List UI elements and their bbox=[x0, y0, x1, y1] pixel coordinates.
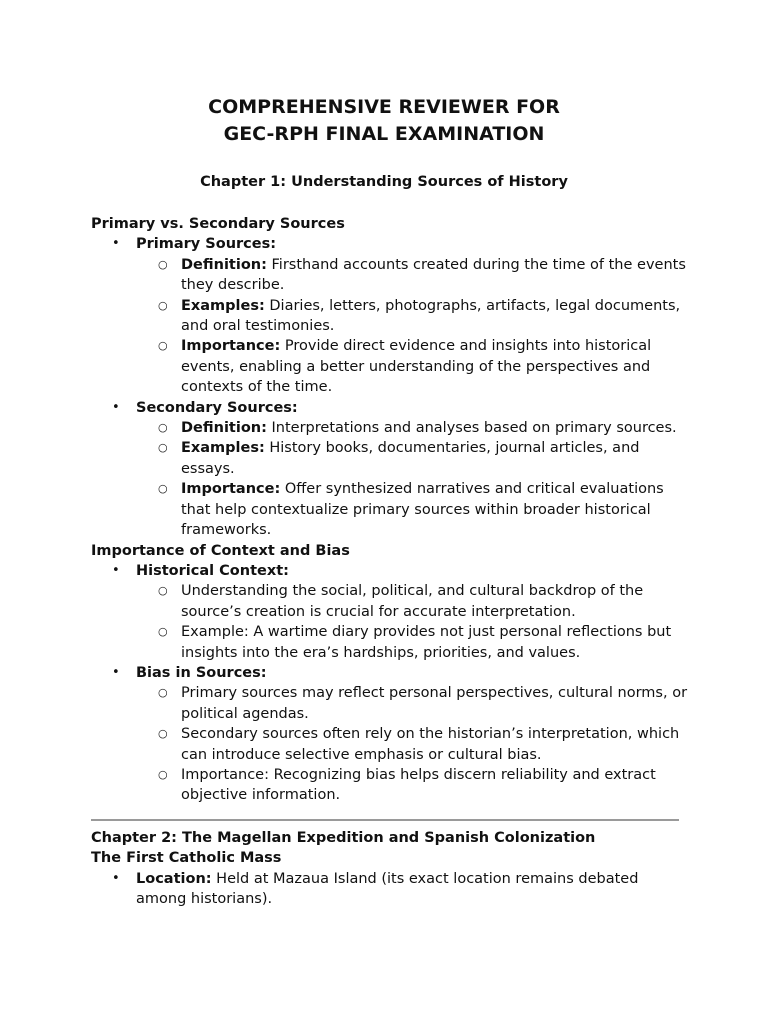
list-item-label: Location: bbox=[136, 870, 212, 887]
sub-item-text: Example: A wartime diary provides not just personal reflections but insights into the era’s hardships, priorities, and values. bbox=[181, 624, 672, 661]
chapter-2-heading: Chapter 2: The Magellan Expedition and Spanish Colonization bbox=[91, 829, 596, 846]
horizontal-divider bbox=[91, 819, 679, 821]
sub-item bbox=[91, 581, 691, 622]
sub-item-lead: Importance: bbox=[181, 338, 281, 355]
bullet-icon: • bbox=[112, 236, 120, 252]
list-item-label: Bias in Sources: bbox=[136, 664, 267, 681]
sub-item-text: Secondary sources often rely on the historian’s interpretation, which can introduce selective emphasis or cultural bias. bbox=[181, 726, 680, 763]
section-heading-first-mass: The First Catholic Mass bbox=[91, 850, 282, 867]
list-item-historical-context bbox=[91, 561, 691, 581]
sub-item-text: Provide direct evidence and insights into historical events, enabling a better understanding of the perspectives and contexts of the time. bbox=[181, 338, 652, 396]
sub-item-text: History books, documentaries, journal articles, and essays. bbox=[181, 440, 640, 477]
list-item-label: Primary Sources: bbox=[136, 236, 277, 253]
section-heading-primary-secondary: Primary vs. Secondary Sources bbox=[91, 216, 345, 232]
circle-bullet-icon: ○ bbox=[158, 482, 168, 496]
sub-item-importance bbox=[91, 336, 691, 397]
section-heading-context-bias: Importance of Context and Bias bbox=[91, 542, 350, 559]
list-item-label: Secondary Sources: bbox=[136, 399, 298, 416]
sub-item bbox=[91, 683, 691, 724]
sub-item-lead: Examples: bbox=[181, 440, 265, 457]
sub-item-text: Primary sources may reflect personal perspectives, cultural norms, or political agendas. bbox=[181, 685, 688, 722]
sub-item-text: Offer synthesized narratives and critical evaluations that help contextualize primary sources within broader historical frameworks. bbox=[181, 481, 664, 539]
circle-bullet-icon: ○ bbox=[158, 441, 168, 455]
circle-bullet-icon: ○ bbox=[158, 767, 168, 781]
sub-item bbox=[91, 765, 691, 806]
document-title bbox=[0, 94, 768, 148]
bullet-icon: • bbox=[112, 870, 120, 886]
circle-bullet-icon: ○ bbox=[158, 257, 168, 271]
title-line-2: GEC-RPH FINAL EXAMINATION bbox=[223, 123, 545, 145]
sub-item bbox=[91, 622, 691, 663]
sub-item-text: Firsthand accounts created during the time of the events they describe. bbox=[181, 256, 686, 294]
sub-item-lead: Definition: bbox=[181, 420, 267, 437]
list-item-secondary-sources bbox=[91, 398, 691, 418]
list-item-location bbox=[91, 869, 691, 910]
title-line-1: COMPREHENSIVE REVIEWER FOR bbox=[208, 96, 560, 118]
sub-item-definition bbox=[91, 255, 691, 296]
circle-bullet-icon: ○ bbox=[158, 625, 168, 639]
circle-bullet-icon: ○ bbox=[158, 339, 168, 353]
sub-item-text: Diaries, letters, photographs, artifacts, legal documents, and oral testimonies. bbox=[181, 297, 681, 335]
list-item-text: Held at Mazaua Island (its exact location remains debated among historians). bbox=[136, 870, 639, 907]
sub-item-importance bbox=[91, 479, 691, 540]
circle-bullet-icon: ○ bbox=[158, 686, 168, 700]
bullet-icon: • bbox=[112, 399, 120, 415]
sub-item-examples bbox=[91, 438, 691, 479]
sub-item bbox=[91, 724, 691, 765]
sub-item-lead: Examples: bbox=[181, 297, 265, 314]
sub-item-lead: Definition: bbox=[181, 256, 267, 273]
chapter-1-heading: Chapter 1: Understanding Sources of History bbox=[200, 174, 568, 190]
sub-item-text: Interpretations and analyses based on primary sources. bbox=[266, 420, 677, 437]
bullet-icon: • bbox=[112, 562, 120, 578]
circle-bullet-icon: ○ bbox=[158, 298, 168, 312]
sub-item-examples bbox=[91, 296, 691, 337]
circle-bullet-icon: ○ bbox=[158, 421, 168, 435]
sub-item-lead: Importance: bbox=[181, 481, 281, 498]
circle-bullet-icon: ○ bbox=[158, 584, 168, 598]
list-item-bias-in-sources bbox=[91, 663, 691, 683]
list-item-label: Historical Context: bbox=[136, 562, 289, 579]
circle-bullet-icon: ○ bbox=[158, 727, 168, 741]
sub-item-definition bbox=[91, 418, 691, 438]
sub-item-text: Importance: Recognizing bias helps discern reliability and extract objective information. bbox=[181, 766, 656, 804]
list-item-primary-sources bbox=[91, 234, 691, 254]
bullet-icon: • bbox=[112, 664, 120, 680]
document-body bbox=[91, 214, 691, 909]
sub-item-text: Understanding the social, political, and cultural backdrop of the source’s creation is crucial for accurate interpretation. bbox=[181, 583, 644, 620]
